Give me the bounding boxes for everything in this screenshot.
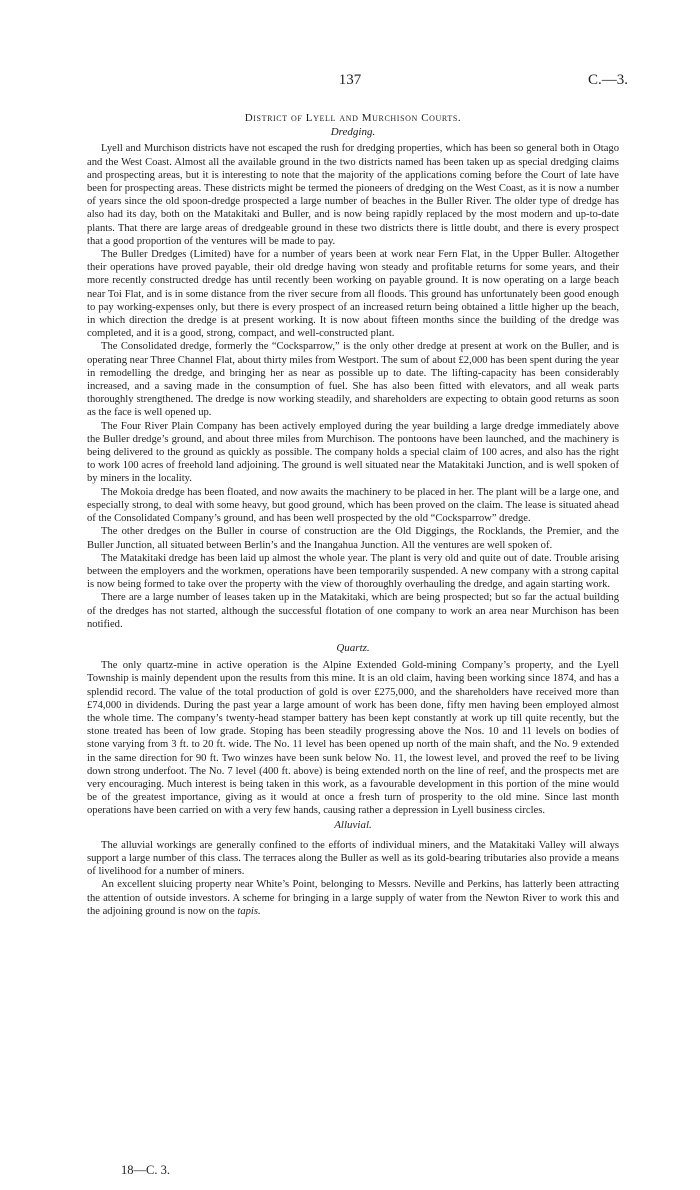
footer-signature: 18—C. 3. <box>121 1163 170 1177</box>
italic-word: tapis. <box>237 905 261 917</box>
paragraph: The only quartz-mine in active operation is the Alpine Extended Gold-mining Company’s property, and the Lyell Township is mainly dependent upon the results from this mine. It is an old claim, having been working since 1874, and has a splendid record. The value of the total production of gold is over £275,000, and the shareholders have received more than £74,000 in dividends. During the past year a large amount of work has been done, fifty men having been employed almost the whole time. The company’s twenty-head stamper battery has been kept constantly at work up till quite recently, but the stone treated has been of low grade. Stoping has been steadily progressing above the Nos. 10 and 11 levels on bodies of stone varying from 3 ft. to 20 ft. wide. The No. 11 level has been opened up north of the main shaft, and the No. 9 extended in the same direction for 90 ft. Two winzes have been sunk below No. 11, the lowest level, and proved the reef to be living down strong underfoot. The No. 7 level (400 ft. above) is being extended north on the line of reef, and the prospects met are very encouraging. Much interest is being taken in this work, as a favourable development in this portion of the mine would be of the greatest importance, giving as it would at once a fresh turn of prosperity to the old mine. Since last month operations have been carried on with a very few hands, causing rather a depression in Lyell business circles. <box>87 660 619 817</box>
section-heading-dredging: Dredging. <box>330 126 376 139</box>
section-heading-quartz: Quartz. <box>336 641 370 654</box>
document-reference: C.—3. <box>587 72 628 88</box>
paragraph: The Four River Plain Company has been actively employed during the year building a large dredge immediately above the Buller dredge’s ground, and about three miles from Murchison. The pontoons have been launched, and the machinery is being delivered to the ground as quickly as possible. The company holds a special claim of 100 acres, and also has the right to work 100 acres of freehold land adjoining. The ground is well situated near the Matakitaki Junction, and is well spoken of by miners in the locality. <box>87 420 619 485</box>
body-text <box>87 102 619 918</box>
page-number: 137 <box>338 72 362 88</box>
paragraph-final-text: An excellent sluicing property near White’s Point, belonging to Messrs. Neville and Perkins, has latterly been attracting the attention of outside investors. A scheme for bringing in a large supply of water from the Newton River to work this and the adjoining ground is now on the <box>87 879 619 917</box>
paragraph: The alluvial workings are generally confined to the efforts of individual miners, and the Matakitaki Valley will always support a large number of this class. The terraces along the Buller as well as its gold-bearing tributaries also provide a means of livelihood for a number of miners. <box>87 839 619 878</box>
paragraph: The Mokoia dredge has been floated, and now awaits the machinery to be placed in her. The plant will be a large one, and especially strong, to deal with some heavy, but good ground, which has been proved on the claim. The lease is situated ahead of the Consolidated Company’s ground, and has been well prospected by the old “Cocksparrow” dredge. <box>87 486 619 525</box>
paragraph: The Buller Dredges (Limited) have for a number of years been at work near Fern Flat, in the Upper Buller. Altogether their operations have proved payable, their old dredge having won steady and profitable returns for some years, and their more recently constructed dredge has until recently been working on payable ground. It is now operating on a large beach near Toi Flat, and is in some distance from the river secure from all floods. This ground has unfortunately been good enough to pay working-expenses only, but there is every prospect of an increased return being obtained a little higher up the beach, in which direction the dredge is at present working. It is now about fifteen months since the building of the dredge was completed, and it is a good, strong, compact, and well-constructed plant. <box>87 249 619 340</box>
paragraph: The other dredges on the Buller in course of construction are the Old Diggings, the Rocklands, the Premier, and the Buller Junction, all situated between Berlin’s and the Inangahua Junction. All the ventures are well spoken of. <box>87 526 619 551</box>
paragraph: The Matakitaki dredge has been laid up almost the whole year. The plant is very old and quite out of date. Trouble arising between the employers and the workmen, operations have been temporarily suspended. A new company with a strong capital is now being formed to take over the property with the view of thoroughly overhauling the dredge, and again starting work. <box>87 552 619 591</box>
paragraph: Lyell and Murchison districts have not escaped the rush for dredging properties, which has been so general both in Otago and the West Coast. Almost all the available ground in the two districts named has been taken up as special dredging claims and prospecting areas, but it is interesting to note that the majority of the applications coming before the Court of late have been for prospecting areas. These districts might be termed the pioneers of dredging on the West Coast, as it is now a number of years since the old spoon-dredge prospected a large number of beaches in the Buller River. The older type of dredge has also had its day, both on the Matakitaki and Buller, and is now being rapidly replaced by the most modern and up-to-date plants. That there are large areas of dredgeable ground in these two districts there is little doubt, and there is every prospect that a good proportion of the ventures will be made to pay. <box>87 143 619 247</box>
paragraph: There are a large number of leases taken up in the Matakitaki, which are being prospected; but so far the actual building of the dredges has not started, although the successful flotation of one company to work an area near Murchison has been notified. <box>87 592 619 630</box>
paragraph: The Consolidated dredge, formerly the “Cocksparrow,” is the only other dredge at present at work on the Buller, and is operating near Three Channel Flat, about thirty miles from Westport. The sum of about £2,000 has been spent during the year in remodelling the dredge, and bringing her as near as possible up to date. The lifting-capacity has been considerably increased, and a saving made in the consumption of fuel. She has also been fitted with elevators, and all weak parts thoroughly strengthened. The dredge is now working steadily, and shareholders are expecting to obtain good returns as soon as the face is well opened up. <box>87 341 619 419</box>
paragraph-final <box>87 878 619 918</box>
section-heading-alluvial: Alluvial. <box>334 818 372 831</box>
district-title: District of Lyell and Murchison Courts. <box>244 112 462 124</box>
